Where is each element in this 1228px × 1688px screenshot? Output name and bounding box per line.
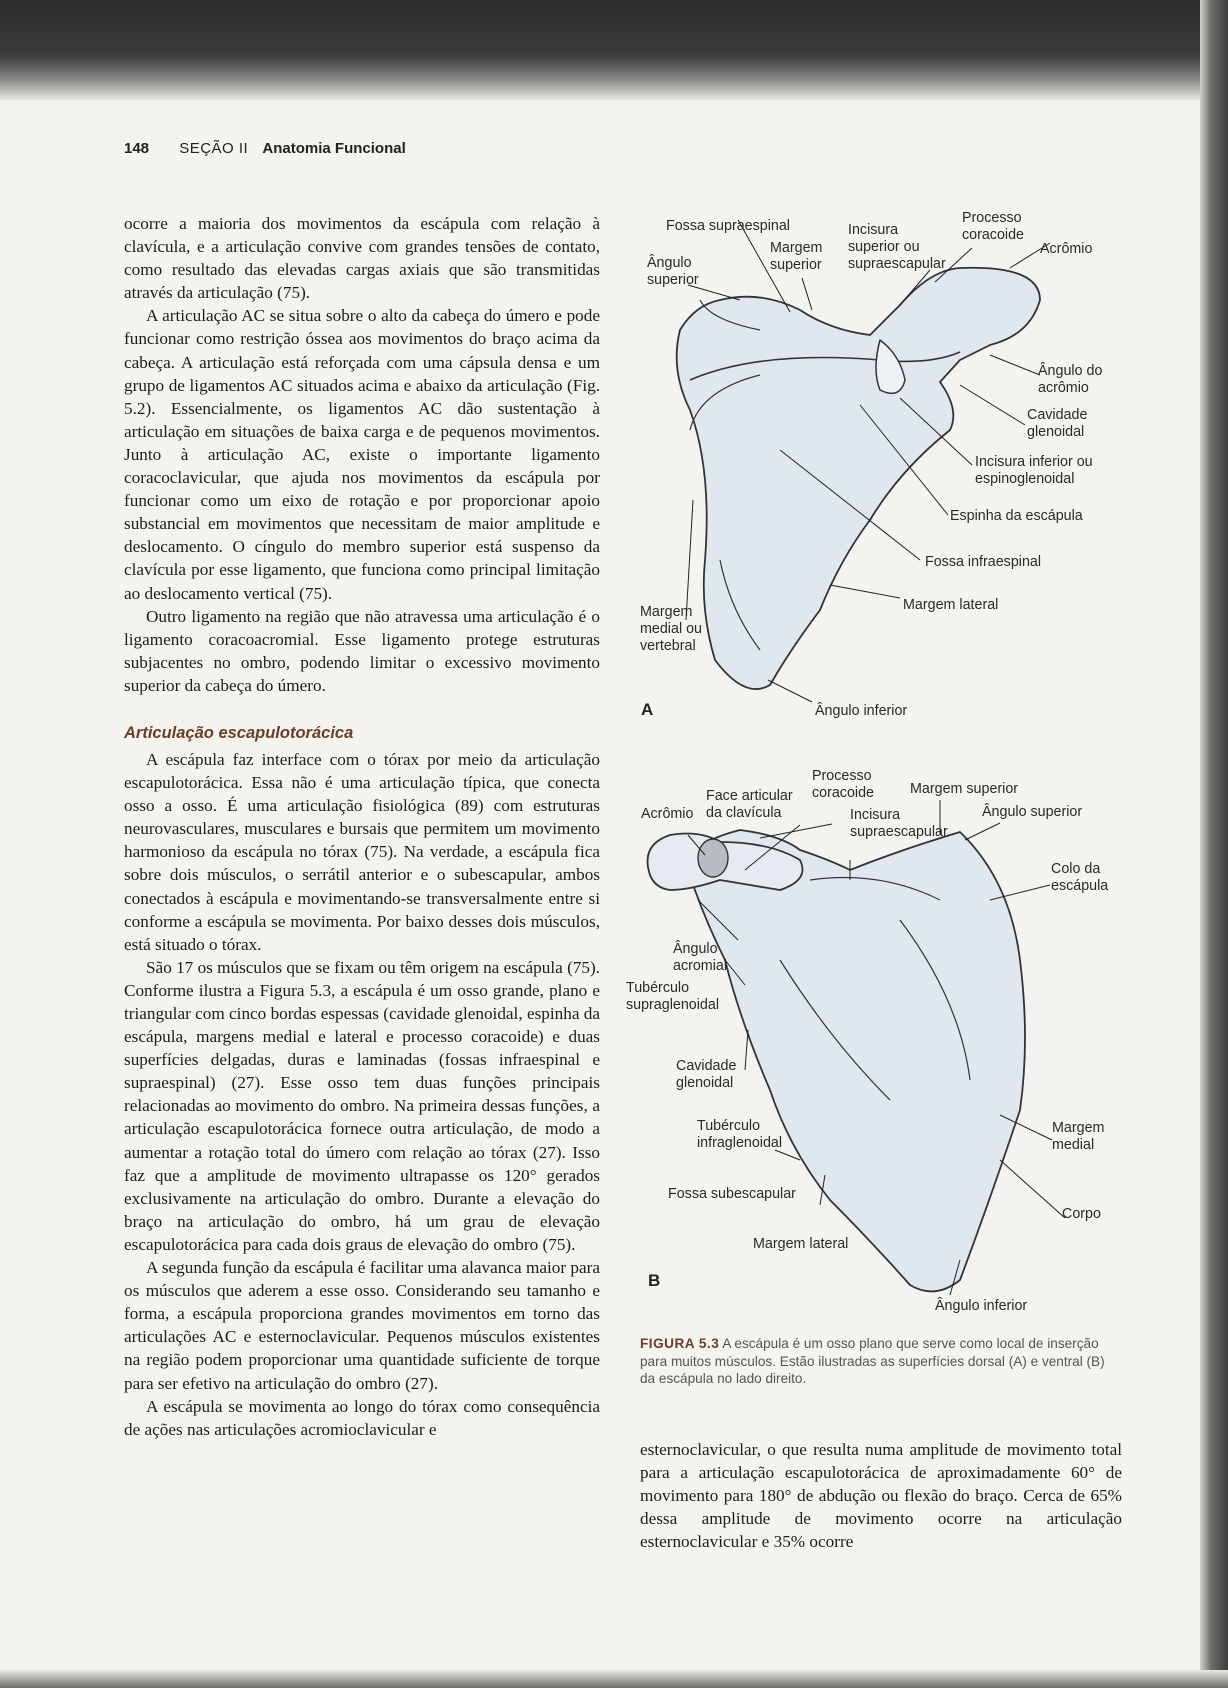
label-acromio: Acrômio	[1040, 241, 1093, 257]
label-face-articular: Face articular da clavícula	[706, 788, 793, 821]
label-margem-lateral: Margem lateral	[753, 1236, 849, 1252]
label-margem-lateral: Margem lateral	[903, 597, 999, 613]
label-corpo: Corpo	[1062, 1206, 1101, 1222]
label-acromio: Acrômio	[641, 806, 694, 822]
label-fossa-infraespinal: Fossa infraespinal	[925, 554, 1042, 570]
figure-caption	[640, 1335, 1120, 1388]
section-heading: Articulação escapulotorácica	[124, 723, 354, 742]
label-colo-escapula: Colo da escápula	[1051, 861, 1109, 894]
label-margem-medial: Margem medial ou vertebral	[640, 604, 702, 654]
label-angulo-superior: Ângulo superior	[982, 804, 1083, 820]
paragraph: Outro ligamento na região que não atravessa uma articulação é o ligamento coracoacromial. Esse ligamento protege estruturas subjacentes no ombro, podendo limitar o excessivo movimento superior da cabeça do úmero.	[124, 606, 600, 695]
panel-letter-b: B	[648, 1271, 661, 1290]
label-cavidade-glenoidal: Cavidade glenoidal	[1027, 407, 1088, 440]
label-tuberculo-infraglenoidal: Tubérculo infraglenoidal	[697, 1118, 783, 1151]
label-processo-coracoide: Processo coracoide	[812, 768, 874, 801]
label-margem-superior: Margem superior	[770, 240, 823, 273]
label-angulo-acromial: Ângulo acromial	[673, 941, 728, 974]
label-incisura-supraescapular: Incisura supraescapular	[850, 807, 948, 840]
page-number: 148	[124, 140, 150, 157]
label-cavidade-glenoidal: Cavidade glenoidal	[676, 1058, 737, 1091]
running-header	[124, 140, 406, 157]
section-label: SEÇÃO II	[179, 140, 249, 157]
page-top-shadow	[0, 0, 1228, 100]
label-margem-superior: Margem superior	[910, 781, 1019, 797]
panel-letter-a: A	[641, 700, 654, 719]
label-angulo-inferior: Ângulo inferior	[815, 703, 908, 719]
label-espinha: Espinha da escápula	[950, 508, 1083, 524]
figure-label: FIGURA 5.3	[640, 1336, 720, 1351]
paragraph: ocorre a maioria dos movimentos da escápula com relação à clavícula, e a articulação convive com grandes tensões de contato, como resultado das elevadas cargas axiais que são transmitidas através da articulação (75).	[124, 214, 600, 303]
left-text-column	[124, 212, 600, 1441]
label-incisura-inferior: Incisura inferior ou espinoglenoidal	[975, 454, 1093, 487]
label-tuberculo-supraglenoidal: Tubérculo supraglenoidal	[626, 980, 719, 1013]
label-incisura-superior: Incisura superior ou supraescapular	[848, 222, 946, 272]
label-margem-medial: Margem medial	[1052, 1120, 1105, 1153]
label-processo-coracoide: Processo coracoide	[962, 210, 1024, 243]
label-angulo-acromio: Ângulo do acrômio	[1038, 363, 1103, 396]
section-title: Anatomia Funcional	[262, 140, 406, 157]
page-right-shadow	[1200, 0, 1228, 1688]
paragraph: esternoclavicular, o que resulta numa amplitude de movimento total para a articulação escapulotorácica de aproximadamente 60° de movimento para 180° de abdução ou flexão do braço. Cerca de 65% dessa amplitude de movimento ocorre na articulação esternoclavicular e 35% ocorre	[640, 1440, 1122, 1552]
right-text-column	[640, 1438, 1122, 1553]
label-angulo-superior: Ângulo superior	[647, 255, 699, 288]
paragraph: A segunda função da escápula é facilitar uma alavanca maior para os músculos que aderem a esse osso. Considerando seu tamanho e forma, a escápula proporciona grandes movimentos em torno das articulações AC e esternoclavicular. Pequenos músculos existentes na região podem proporcionar uma quantidade suficiente de torque para ser efetivo na articulação do ombro (27).	[124, 1258, 600, 1393]
label-fossa-subescapular: Fossa subescapular	[668, 1186, 796, 1202]
page-bottom-shadow	[0, 1670, 1228, 1688]
paragraph: A articulação AC se situa sobre o alto da cabeça do úmero e pode funcionar como restrição óssea aos movimentos do braço acima da cabeça. A articulação está reforçada com uma cápsula densa e um grupo de ligamentos AC situados acima e abaixo da articulação (Fig. 5.2). Essencialmente, os ligamentos AC dão sustentação à articulação em situações de baixa carga e de pequenos movimentos. Junto à articulação AC, existe o importante ligamento coracoclavicular, que ajuda nos movimentos da escápula por funcionar como um eixo de rotação e por proporcionar apoio substancial em movimentos que necessitam de maior amplitude e deslocamento. O cíngulo do membro superior está suspenso da clavícula por esse ligamento, que funciona como principal limitação ao deslocamento vertical (75).	[124, 306, 600, 603]
label-angulo-inferior: Ângulo inferior	[935, 1298, 1028, 1314]
paragraph: A escápula se movimenta ao longo do tórax como consequência de ações nas articulações acromioclavicular e	[124, 1396, 600, 1439]
caption-text: A escápula é um osso plano que serve como local de inserção para muitos músculos. Estão ilustradas as superfícies dorsal (A) e ventral (B) da escápula no lado direito.	[640, 1336, 1105, 1387]
paragraph: São 17 os músculos que se fixam ou têm origem na escápula (75). Conforme ilustra a Figura 5.3, a escápula é um osso grande, plano e triangular com cinco bordas espessas (cavidade glenoidal, espinha da escápula, margens medial e lateral e processo coracoide) e duas superfícies delgadas, duras e laminadas (fossas infraespinal e supraespinal) (27). Esse osso tem duas funções principais relacionadas ao movimento do ombro. Na primeira dessas funções, a articulação escapulotorácica fornece outra articulação, de modo a aumentar a rotação total do úmero com relação ao tórax (27). Isso faz que a amplitude de movimento ultrapasse os 120° gerados exclusivamente na articulação do ombro. Durante a elevação do braço na articulação do ombro, há um grau de elevação escapulotorácica para cada dois graus de elevação do ombro (75).	[124, 957, 600, 1254]
label-fossa-supraespinal: Fossa supraespinal	[666, 218, 790, 234]
paragraph: A escápula faz interface com o tórax por meio da articulação escapulotorácica. Essa não é uma articulação típica, que conecta osso a osso. É uma articulação fisiológica (89) com estruturas neurovasculares, musculares e bursais que permitem um movimento harmonioso da escápula no tórax (75). Na verdade, a escápula fica sobre dois músculos, o serrátil anterior e o subescapular, ambos conectados à escápula e movimentando-se transversalmente entre si conforme a escápula se movimenta. Por baixo desses dois músculos, está situado o tórax.	[124, 749, 600, 954]
